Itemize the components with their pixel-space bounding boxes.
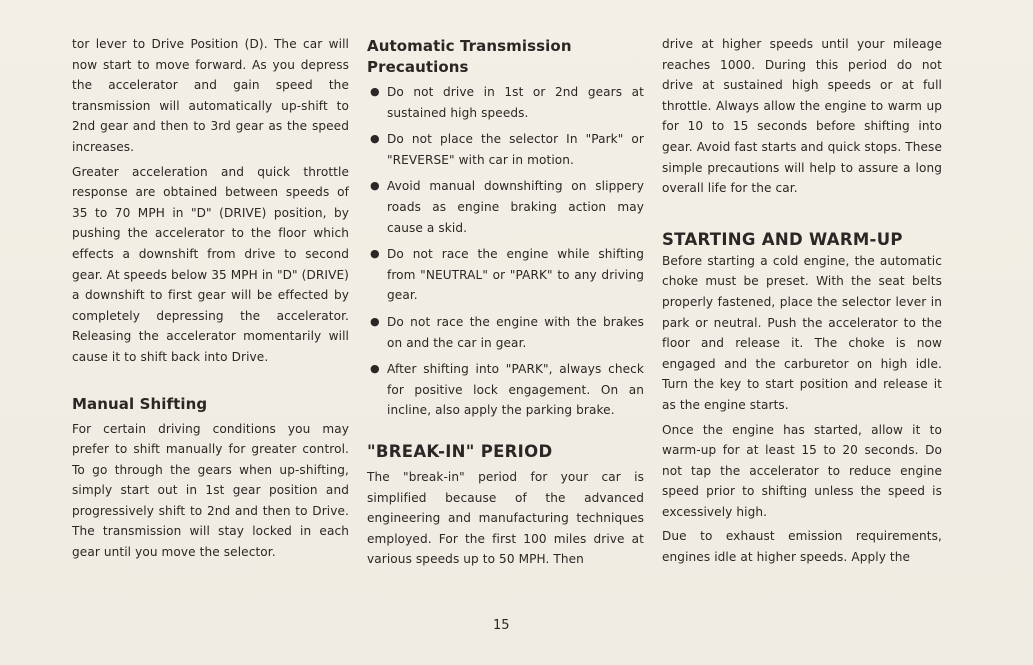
list-item: ● Do not race the engine with the brakes on and the car in gear. [367,312,644,353]
column-left [72,34,349,567]
paragraph-higher-speeds: drive at higher speeds until your mileage reaches 1000. During this period do not drive at sustained high speeds or at full throttle. Always allow the engine to warm up for 10 to 15 seconds before shifting into gear. Avoid fast starts and quick stops. These simple precautions will help to assure a long overall life for the car. [662,37,942,196]
list-item: ● After shifting into "PARK", always check for positive lock engagement. On an incline, also apply the parking brake. [367,359,644,421]
bullet-icon: ● [370,179,380,193]
paragraph-manual-shifting: For certain driving conditions you may prefer to shift manually for greater control. To go through the gears when up-shifting, simply start out in 1st gear position and progressively shift to 2nd and then to Drive. The transmission will stay locked in each gear until you move the selector. [72,421,349,560]
paragraph-exhaust-emission: Due to exhaust emission requirements, engines idle at higher speeds. Apply the [662,529,942,565]
bullet-icon: ● [370,85,380,98]
paragraph-once-started: Once the engine has started, allow it to warm-up for at least 15 to 20 seconds. Do not tap the accelerator to reduce engine speed prior to shifting unless the speed is excessively high. [662,422,942,519]
heading-manual-shifting: Manual Shifting [72,394,208,413]
list-item: ● Do not place the selector In "Park" or "REVERSE" with car in motion. [367,129,644,170]
bullet-icon: ● [370,132,380,146]
paragraph-drive-position: tor lever to Drive Position (D). The car will now start to move forward. As you depress the accelerator and gain speed the transmission will automatically up-shift to 2nd gear and then to 3rd gear as the speed increases. [72,37,349,154]
bullet-icon: ● [370,362,380,376]
list-item: ● Avoid manual downshifting on slippery roads as engine braking action may cause a skid. [367,176,644,238]
heading-break-in-period: "BREAK-IN" PERIOD [367,441,553,461]
paragraph-break-in: The "break-in" period for your car is simplified because of the advanced engineering and manufacturing techniques employed. For the first 100 miles drive at various speeds up to 50 MPH. Then [367,469,644,567]
bullet-icon: ● [370,314,380,328]
page-number: 15 [493,618,510,633]
precautions-list [367,82,644,421]
list-item: ● Do not race the engine while shifting from "NEUTRAL" or "PARK" to any driving gear. [367,244,644,306]
column-right [662,34,942,572]
column-middle [367,34,644,574]
bullet-icon: ● [370,247,380,261]
paragraph-cold-engine: Before starting a cold engine, the automatic choke must be preset. With the seat belts properly fastened, place the selector lever in park or neutral. Push the accelerator to the floor and release it. The choke is now engaged and the carburetor on high idle. Turn the key to start position and release it as the engine starts. [662,253,942,412]
list-item: ● Do not drive in 1st or 2nd gears at sustained high speeds. [367,82,644,123]
heading-automatic-transmission-precautions: Automatic Transmission Precautions [367,37,572,76]
heading-starting-and-warm-up: STARTING AND WARM-UP [662,229,903,249]
paragraph-greater-acceleration: Greater acceleration and quick throttle response are obtained between speeds of 35 to 70 MPH in "D" (DRIVE) position, by pushing the accelerator to the floor which effects a downshift from drive to second gear. At speeds below 35 MPH in "D" (DRIVE) a downshift to first gear will be effected by completely depressing the accelerator. Releasing the accelerator momentarily will cause it to shift back into Drive. [72,164,349,364]
